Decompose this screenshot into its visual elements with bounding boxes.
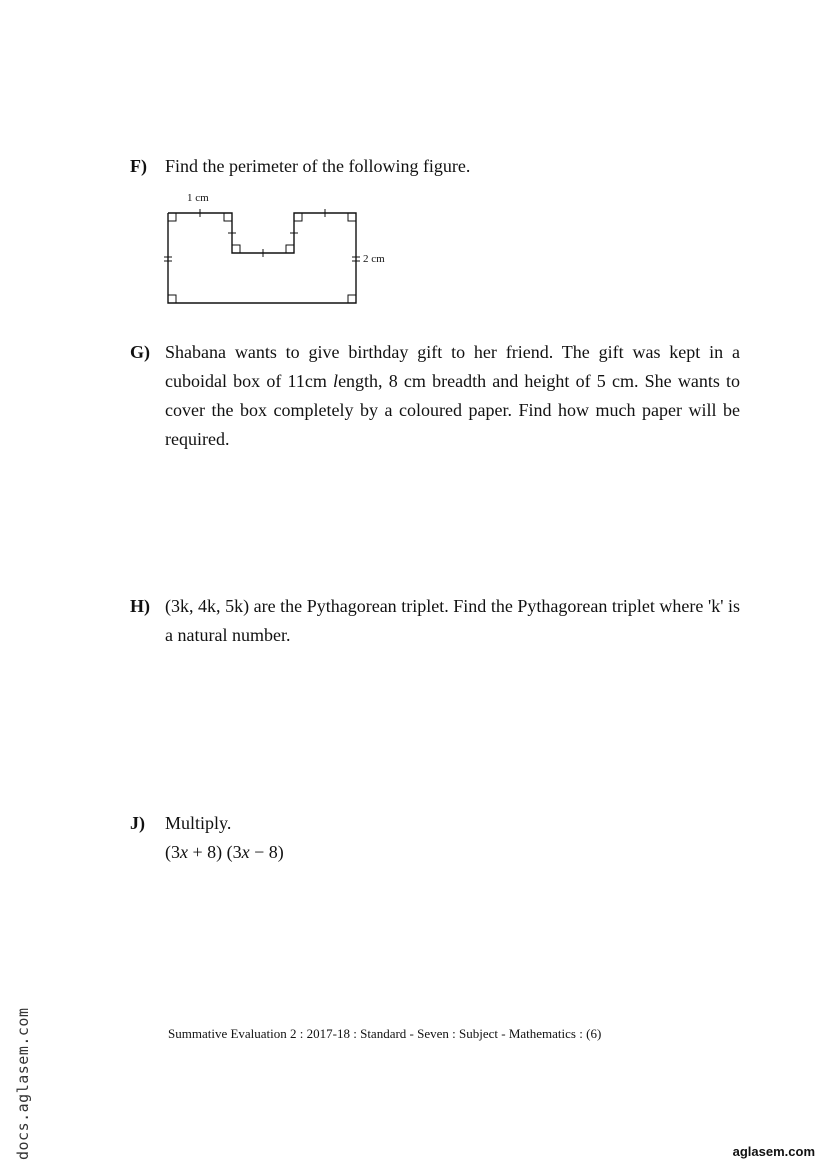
- question-text: Multiply.: [165, 813, 232, 833]
- corner-watermark: aglasem.com: [732, 1144, 815, 1159]
- question-text: (3k, 4k, 5k) are the Pythagorean triplet. Find the Pythagorean triplet where 'k' is a natural number.: [165, 596, 740, 645]
- perimeter-figure: [160, 190, 400, 310]
- figure-label-side: 2 cm: [363, 253, 385, 265]
- question-g: [130, 338, 740, 454]
- right-angle-markers: [168, 213, 356, 303]
- page-footer: Summative Evaluation 2 : 2017-18 : Standard - Seven : Subject - Mathematics : (6): [168, 1026, 602, 1041]
- question-h: [130, 592, 740, 650]
- question-label: H): [130, 596, 150, 616]
- figure-label-top: 1 cm: [187, 192, 209, 204]
- math-expression: (3x + 8) (3x − 8): [165, 842, 284, 862]
- side-watermark: docs.aglasem.com: [14, 1007, 32, 1160]
- question-f: [130, 152, 740, 181]
- question-label: G): [130, 342, 150, 362]
- question-label: F): [130, 156, 147, 176]
- question-j: [130, 809, 740, 867]
- question-text: Shabana wants to give birthday gift to her friend. The gift was kept in a cuboidal box of 11cm length, 8 cm breadth and height of 5 cm. She wants to cover the box completely by a coloured paper. Find how much paper will be required.: [165, 342, 741, 449]
- question-text: Find the perimeter of the following figure.: [165, 156, 471, 176]
- question-label: J): [130, 813, 145, 833]
- figure-outline: [168, 213, 356, 303]
